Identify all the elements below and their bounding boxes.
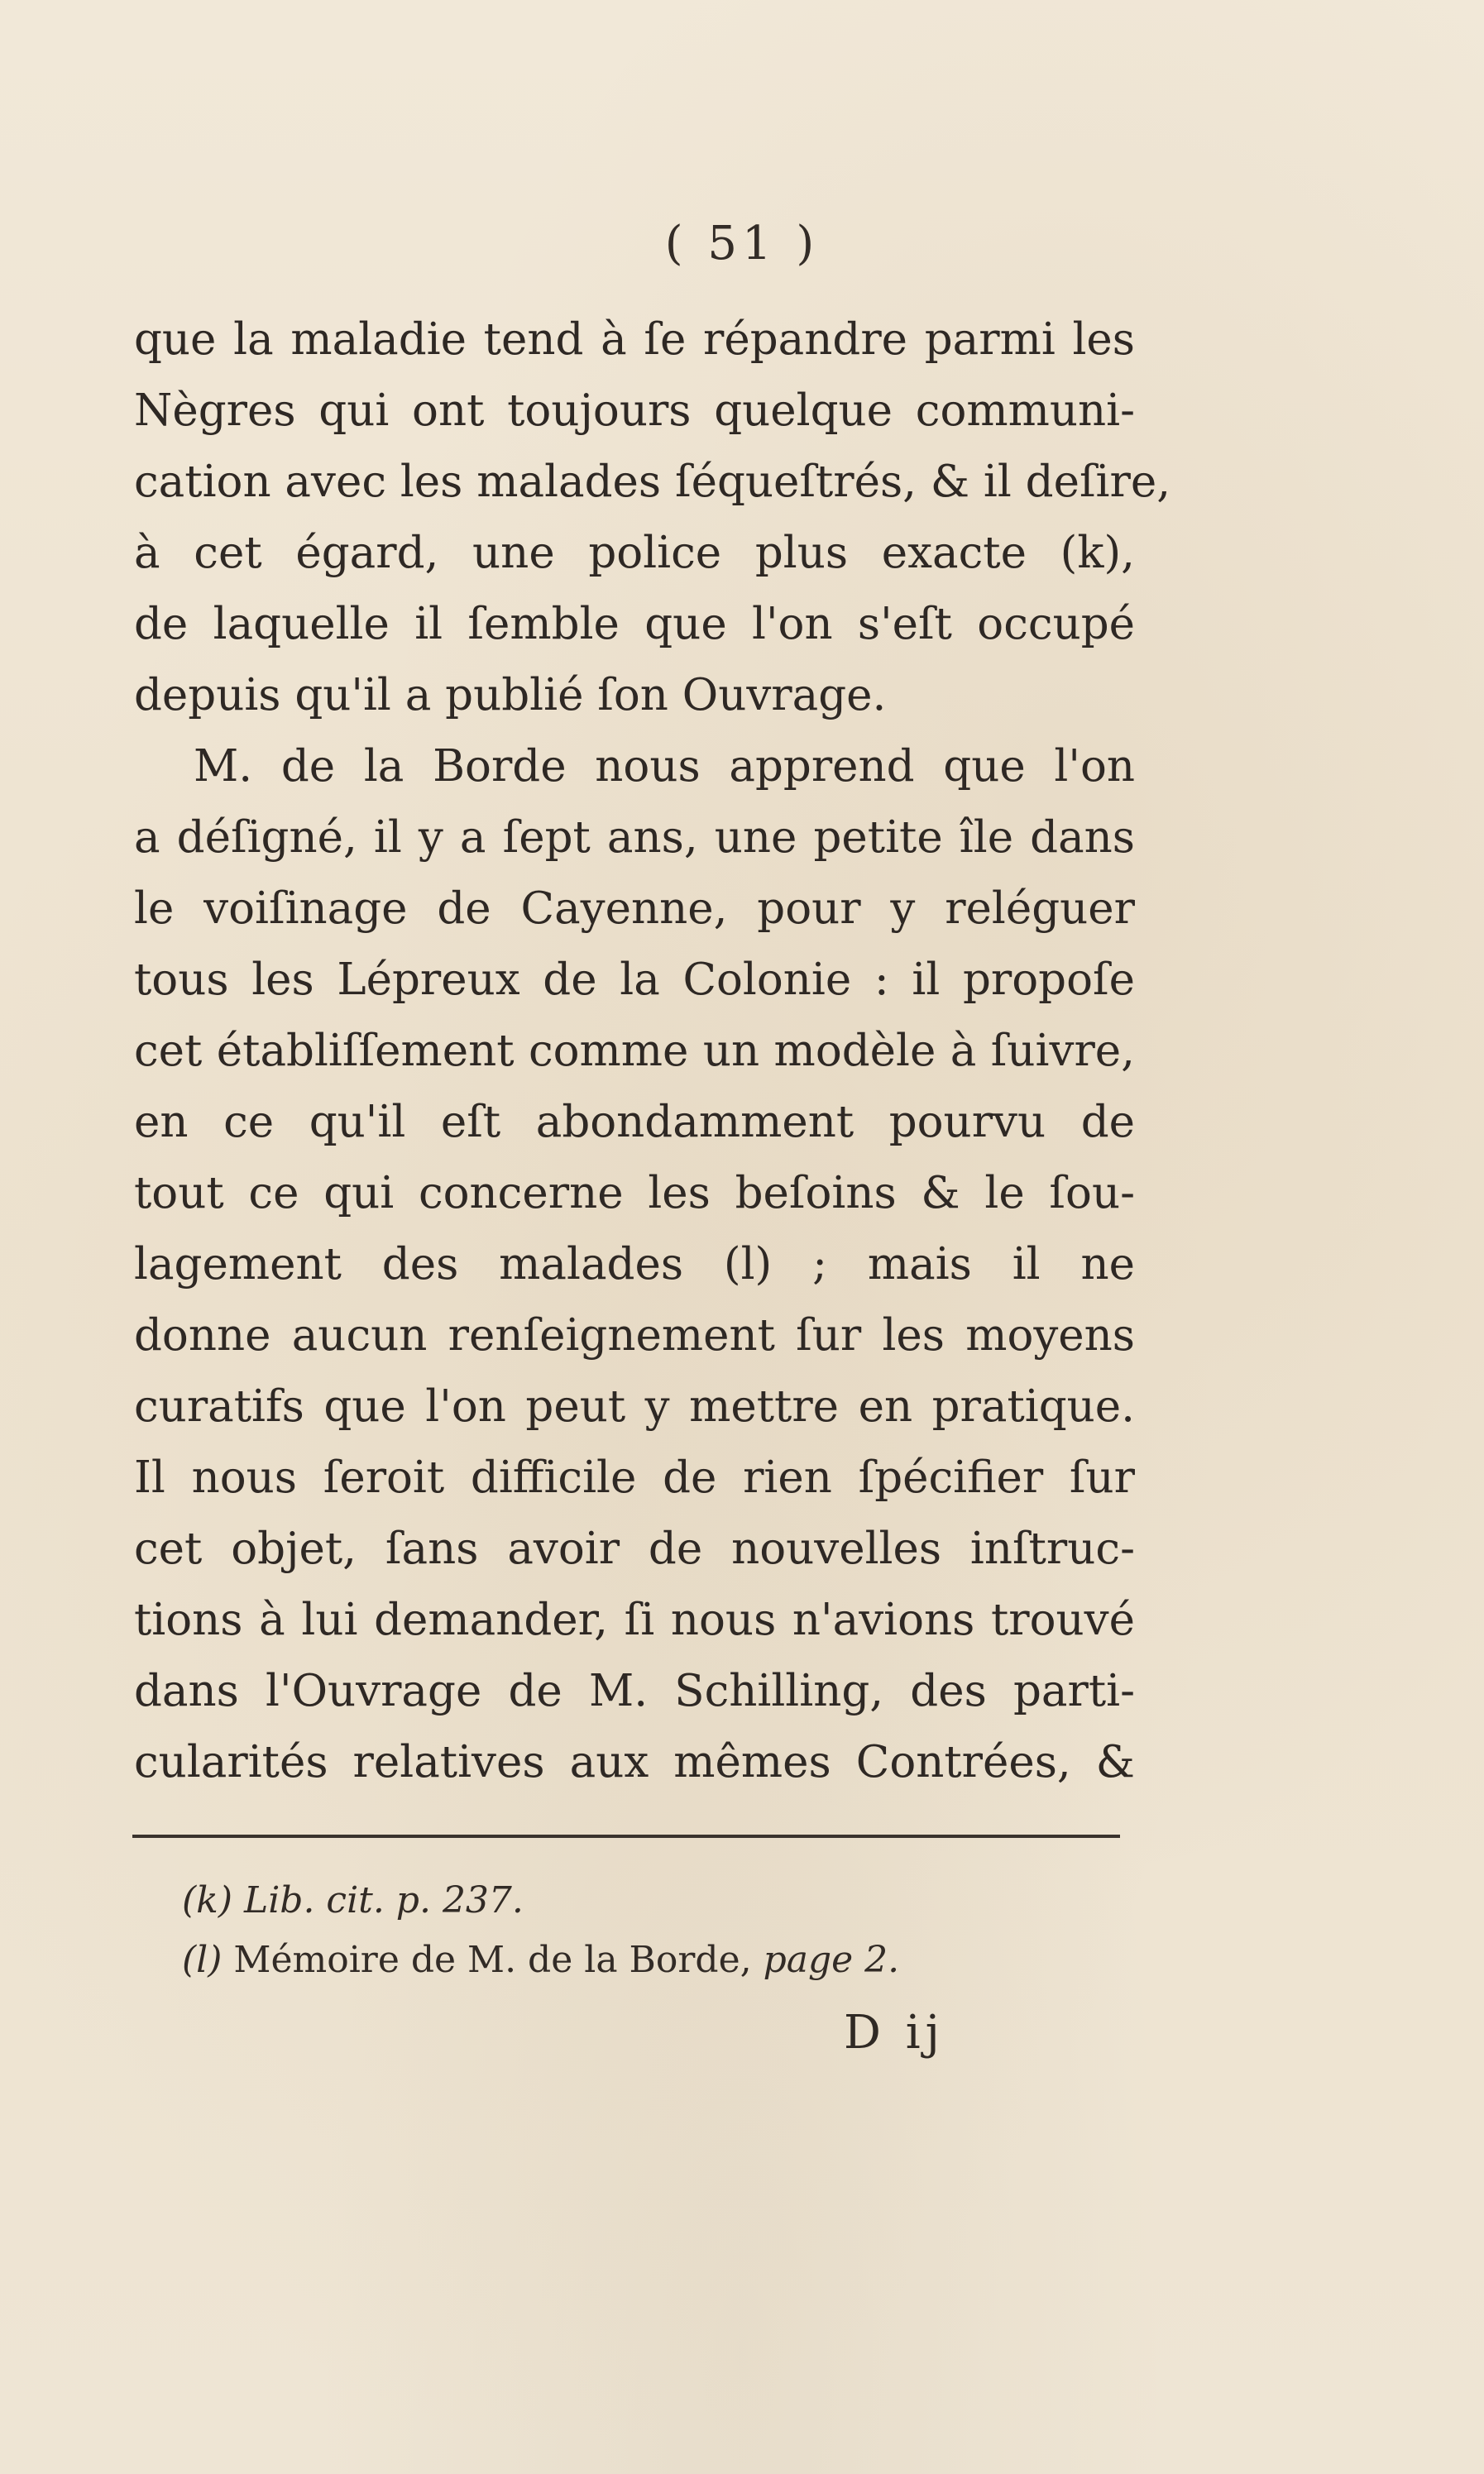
text-line: depuis qu'il a publié ſon Ouvrage.: [134, 670, 887, 720]
text-line: tous les Lépreux de la Colonie : il propoſe: [134, 955, 1135, 1005]
text-line: cularités relatives aux mêmes Contrées, &: [134, 1737, 1135, 1787]
body-text: [134, 304, 1171, 1798]
footnote-text: Lib. cit. p. 237.: [244, 1879, 524, 1921]
text-line: le voiſinage de Cayenne, pour y reléguer: [134, 883, 1135, 934]
footnotes: [182, 1871, 1133, 1990]
footnote-k: [182, 1871, 1133, 1931]
footnote-divider: [132, 1835, 1120, 1838]
text-line: curatifs que l'on peut y mettre en pratique.: [134, 1381, 1135, 1432]
page-number: ( 51 ): [664, 217, 820, 270]
text-line: dans l'Ouvrage de M. Schilling, des parti-: [134, 1666, 1135, 1716]
text-line: cation avec les malades ſéqueſtrés, & il deſire,: [134, 457, 1171, 507]
footnote-page-ref: page 2.: [763, 1939, 900, 1981]
text-line: Il nous ſeroit difficile de rien ſpécifier ſur: [134, 1452, 1135, 1503]
text-line: lagement des malades (l) ; mais il ne: [134, 1239, 1135, 1290]
text-line: cet établiſſement comme un modèle à ſuivre,: [134, 1026, 1135, 1076]
footnote-l: [182, 1931, 1133, 1990]
text-line: a déſigné, il y a ſept ans, une petite île dans: [134, 812, 1135, 863]
signature-mark: D ij: [844, 2006, 945, 2060]
footnote-text: Mémoire de M. de la Borde,: [233, 1939, 752, 1981]
text-line: en ce qu'il eſt abondamment pourvu de: [134, 1097, 1135, 1147]
footnote-mark: (k): [182, 1879, 232, 1921]
text-line: donne aucun renſeignement ſur les moyens: [134, 1310, 1135, 1361]
text-line: tout ce qui concerne les beſoins & le ſou-: [134, 1168, 1135, 1218]
text-line: Nègres qui ont toujours quelque communi-: [134, 385, 1135, 436]
text-line: à cet égard, une police plus exacte (k),: [134, 528, 1135, 578]
text-line: que la maladie tend à ſe répandre parmi les: [134, 314, 1135, 365]
text-line: cet objet, ſans avoir de nouvelles inſtruc-: [134, 1524, 1135, 1574]
text-line: M. de la Borde nous apprend que l'on: [194, 741, 1135, 792]
text-line: tions à lui demander, ſi nous n'avions trouvé: [134, 1595, 1135, 1645]
text-line: de laquelle il ſemble que l'on s'eſt occupé: [134, 599, 1135, 649]
footnote-mark: (l): [182, 1939, 223, 1981]
